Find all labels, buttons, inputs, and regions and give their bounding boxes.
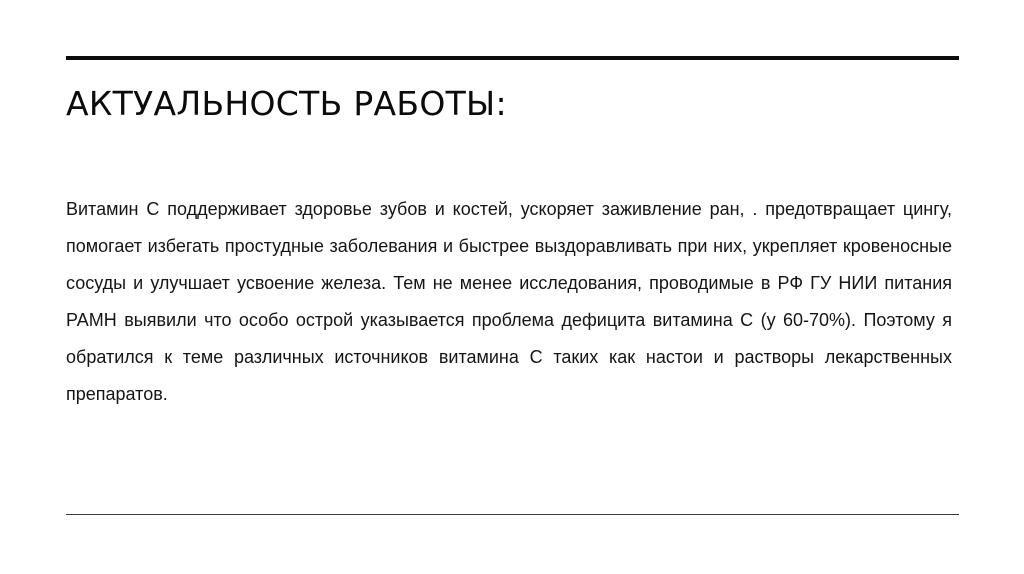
top-divider xyxy=(66,56,959,60)
slide-title: АКТУАЛЬНОСТЬ РАБОТЫ: xyxy=(66,84,507,123)
bottom-divider xyxy=(66,514,959,515)
slide-body-text: Витамин С поддерживает здоровье зубов и костей, ускоряет заживление ран, . предотвращает цингу, помогает избегать простудные заболевания и быстрее выздоравливать при них, укрепляет кровеносные сосуды и улучшает усвоение железа. Тем не менее исследования, проводимые в РФ ГУ НИИ питания РАМН выявили что особо острой указывается проблема дефицита витамина С (у 60-70%). Поэтому я обратился к теме различных источников витамина С таких как настои и растворы лекарственных препаратов. xyxy=(66,199,952,404)
